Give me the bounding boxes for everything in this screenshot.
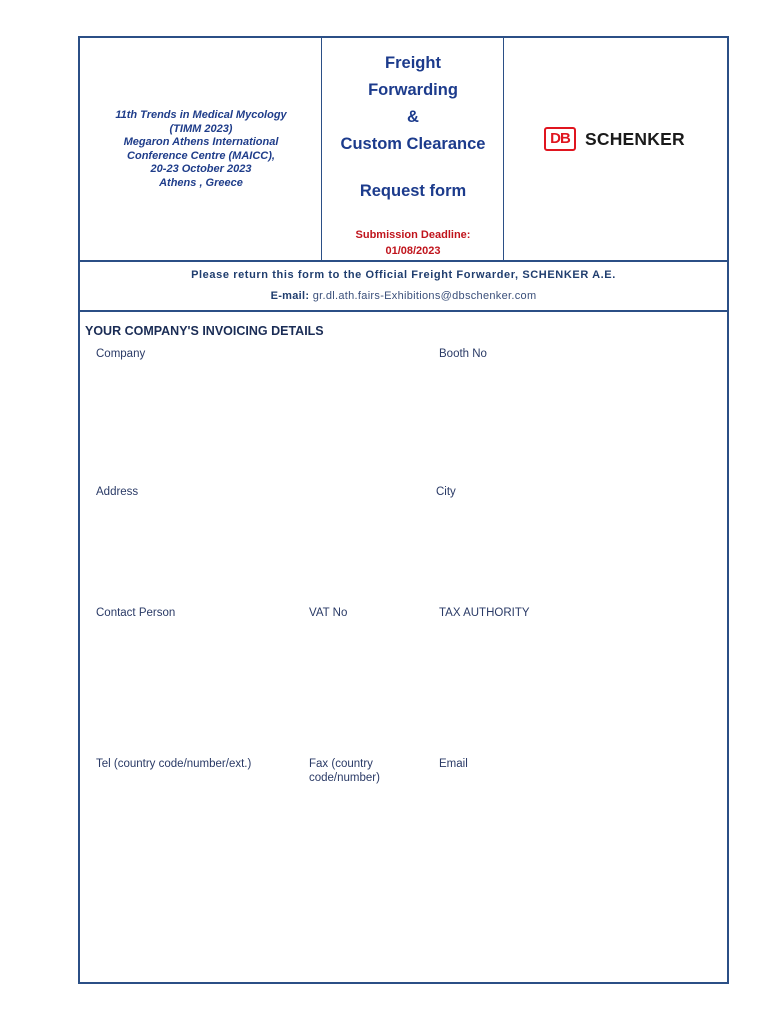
event-details xyxy=(80,109,322,190)
db-logo-mark: DB xyxy=(544,127,576,151)
event-info-cell xyxy=(80,38,322,260)
event-line: Conference Centre (MAICC), xyxy=(127,149,275,162)
event-line: Megaron Athens International xyxy=(123,136,279,148)
fax-label-line: code/number) xyxy=(309,772,380,784)
vat-no-field-label[interactable]: VAT No xyxy=(309,607,348,619)
schenker-wordmark: SCHENKER xyxy=(585,128,685,149)
company-field-label[interactable]: Company xyxy=(96,348,146,360)
email-field-label[interactable]: Email xyxy=(439,758,468,770)
return-instructions xyxy=(80,260,727,312)
contact-person-field-label[interactable]: Contact Person xyxy=(96,607,176,619)
event-line: 20-23 October 2023 xyxy=(150,163,252,175)
city-field-label[interactable]: City xyxy=(436,486,456,498)
deadline-date: 01/08/2023 xyxy=(385,245,441,257)
email-address-link[interactable]: gr.dl.ath.fairs-Exhibitions@dbschenker.com xyxy=(312,290,537,302)
invoicing-section-title: YOUR COMPANY'S INVOICING DETAILS xyxy=(85,324,324,338)
event-line: Athens , Greece xyxy=(159,176,243,189)
form-title-cell xyxy=(322,38,504,260)
booth-no-field-label[interactable]: Booth No xyxy=(439,348,487,360)
fax-field-label[interactable] xyxy=(309,757,380,785)
email-contact xyxy=(80,290,727,302)
db-schenker-logo xyxy=(544,126,685,152)
event-line: (TIMM 2023) xyxy=(169,122,233,135)
tel-field-label[interactable]: Tel (country code/number/ext.) xyxy=(96,758,252,770)
form-header xyxy=(80,38,727,262)
logo-cell xyxy=(504,38,727,260)
event-line: 11th Trends in Medical Mycology xyxy=(115,109,287,121)
email-label: E-mail: xyxy=(270,290,310,302)
address-field-label[interactable]: Address xyxy=(96,486,139,498)
fax-label-line: Fax (country xyxy=(309,758,373,770)
title-forwarding: Forwarding xyxy=(368,81,458,99)
request-form-frame xyxy=(78,36,729,984)
title-freight: Freight xyxy=(385,54,441,72)
title-ampersand: & xyxy=(407,108,419,126)
title-custom-clearance: Custom Clearance xyxy=(340,135,486,153)
tax-authority-field-label[interactable]: TAX AUTHORITY xyxy=(439,607,530,619)
deadline-label: Submission Deadline: xyxy=(355,229,471,241)
title-request-form: Request form xyxy=(359,182,467,200)
return-text: Please return this form to the Official Freight Forwarder, SCHENKER A.E. xyxy=(191,269,616,281)
